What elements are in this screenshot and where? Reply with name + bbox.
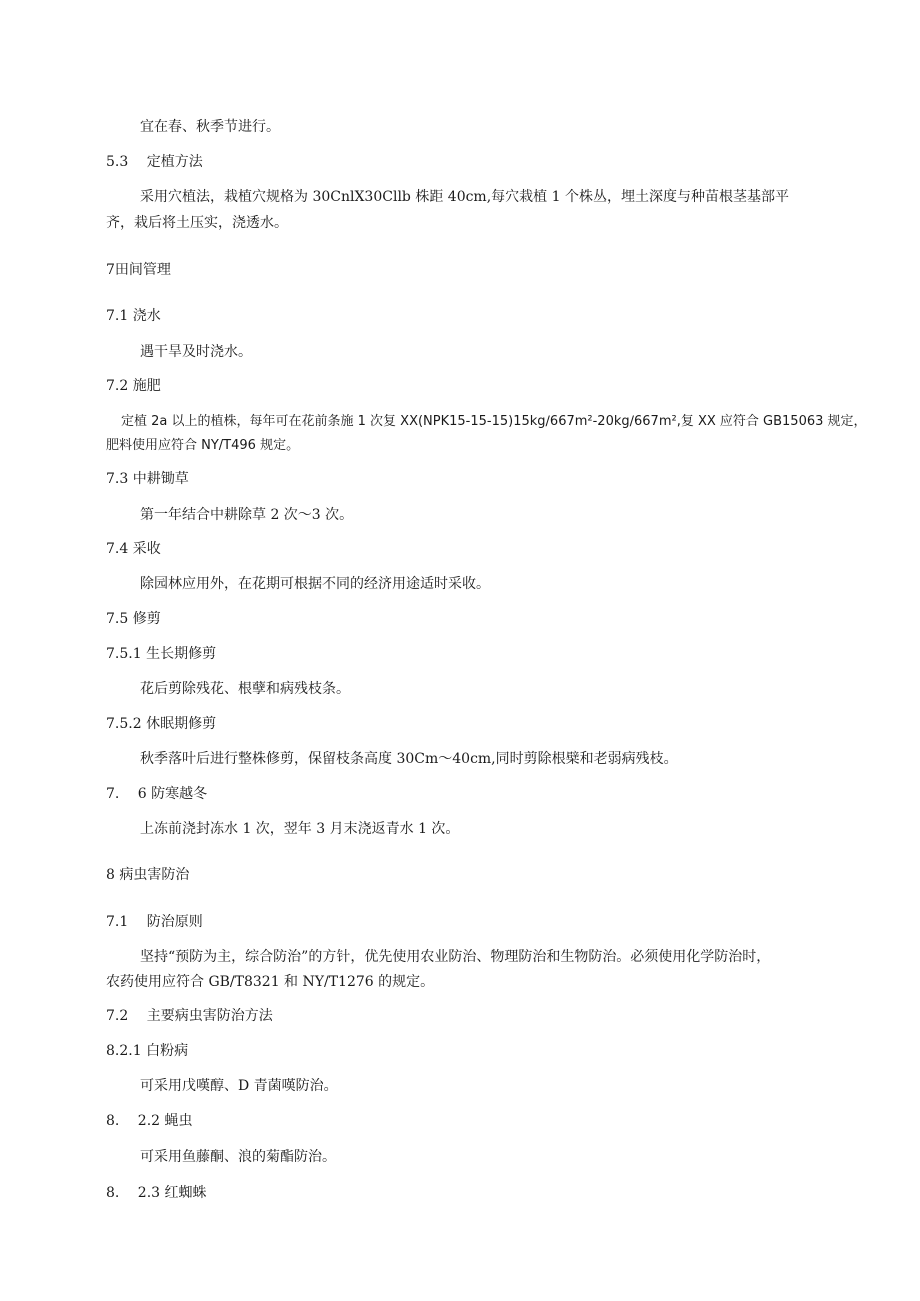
chapter-heading: 7田间管理 [106,262,171,278]
paragraph-line: 遇干旱及时浇水。 [140,344,252,360]
paragraph-line: 定植 2a 以上的植株，每年可在花前条施 1 次复 XX(NPK15-15-15)15kg∕667m²-20kg∕667m²,复 XX 应符合 GB15063 规定， [121,414,867,429]
chapter-heading: 8 病虫害防治 [106,867,190,883]
subsection-heading: 8. 2.3 红蜘蛛 [106,1185,207,1201]
paragraph-line: 齐，栽后将土压实，浇透水。 [106,215,288,231]
section-heading: 7.4 采收 [106,541,161,557]
paragraph-line: 除园林应用外，在花期可根据不同的经济用途适时采收。 [140,576,490,592]
subsection-heading: 8. 2.2 蝇虫 [106,1113,193,1129]
paragraph-line: 宜在春、秋季节进行。 [140,119,280,135]
subsection-heading: 7.5.1 生长期修剪 [106,646,217,662]
paragraph-line: 坚持“预防为主，综合防治”的方针，优先使用农业防治、物理防治和生物防治。必须使用化学防治时， [140,949,771,965]
subsection-heading: 7.5.2 休眠期修剪 [106,716,217,732]
section-heading: 7.2 主要病虫害防治方法 [106,1008,273,1024]
paragraph-line: 花后剪除残花、根孽和病残枝条。 [140,681,350,697]
paragraph-line: 农药使用应符合 GB/T8321 和 NY/T1276 的规定。 [106,974,435,990]
paragraph-line: 肥料使用应符合 NY/T496 规定。 [106,438,300,453]
section-heading: 7. 6 防寒越冬 [106,786,208,802]
paragraph-line: 秋季落叶后进行整株修剪，保留枝条高度 30Cm～40cm,同时剪除根檗和老弱病残枝。 [140,751,678,767]
paragraph-line: 可采用戊嘆醇、D 青菌嘆防治。 [140,1078,338,1094]
section-heading: 5.3 定植方法 [106,154,203,170]
paragraph-line: 采用穴植法，栽植穴规格为 30CnlX30Cllb 株距 40cm,每穴栽植 1 个株丛，埋土深度与种苗根茎基部平 [140,189,789,205]
paragraph-line: 可采用鱼藤酮、浪的菊酯防治。 [140,1149,336,1165]
paragraph-line: 上冻前浇封冻水 1 次，翌年 3 月末浇返青水 1 次。 [140,821,460,837]
section-heading: 7.5 修剪 [106,611,161,627]
section-heading: 7.3 中耕锄草 [106,471,189,487]
subsection-heading: 8.2.1 白粉病 [106,1043,189,1059]
paragraph-line: 第一年结合中耕除草 2 次～3 次。 [140,507,354,523]
section-heading: 7.2 施肥 [106,378,161,394]
section-heading: 7.1 浇水 [106,308,161,324]
section-heading: 7.1 防治原则 [106,914,203,930]
